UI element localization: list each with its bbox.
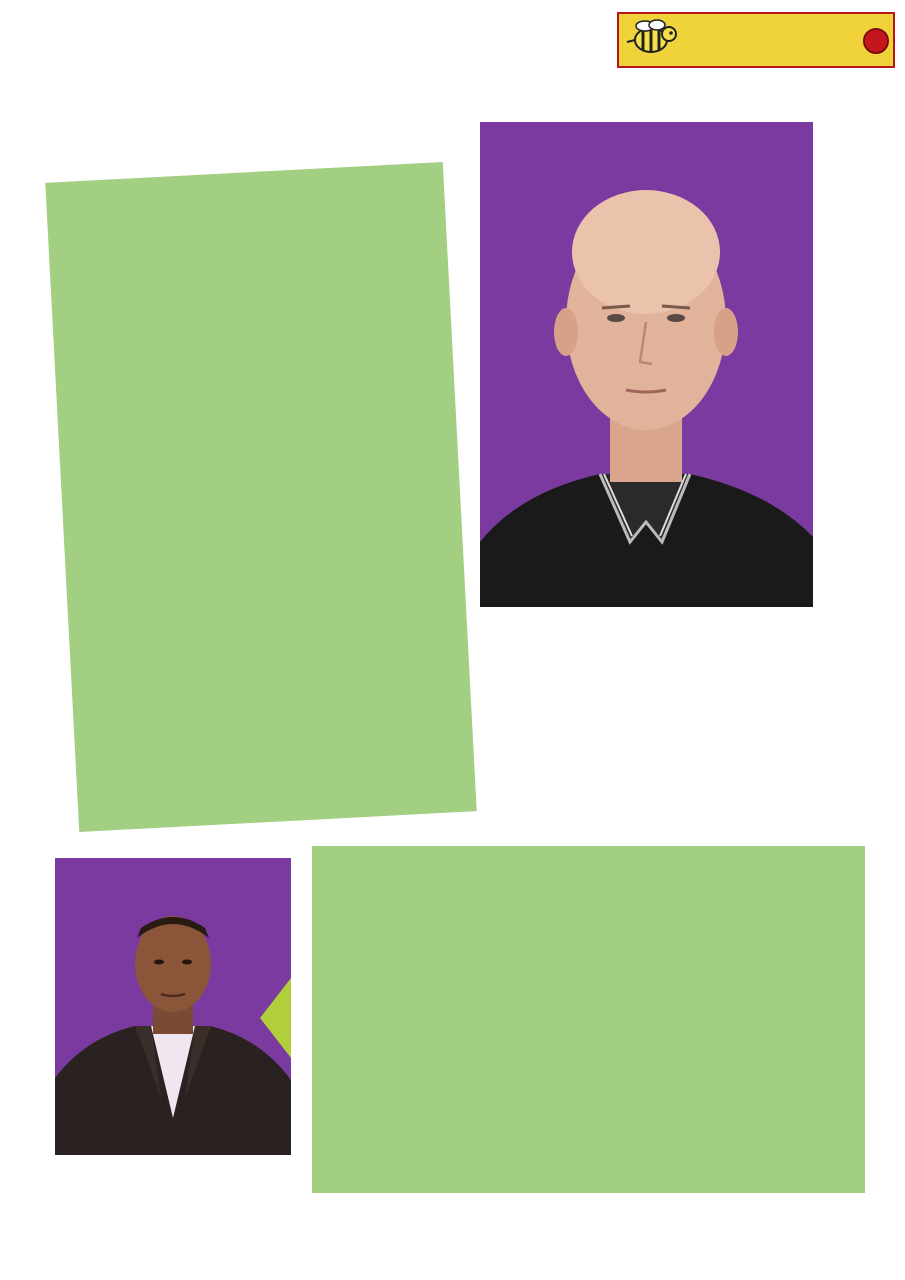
portrait-illustration-2 [55,858,291,1155]
biography-paragraph-2 [61,189,432,208]
honeycomb-border-top [42,52,617,68]
bee-icon [623,18,685,64]
candidate2-box [312,846,865,1193]
page-title [152,82,852,114]
logo-seal-icon [863,28,889,54]
biography-paragraph-1 [60,177,431,196]
candidate2-photo [55,858,291,1155]
candidate1-photo [480,122,813,607]
biography-box [45,162,476,832]
biography-paragraph-3 [61,189,432,208]
portrait-illustration [480,122,813,607]
candidate2-caption [55,1162,117,1185]
honeycomb-border-bottom [58,1197,818,1223]
newspaper-logo [617,12,895,68]
